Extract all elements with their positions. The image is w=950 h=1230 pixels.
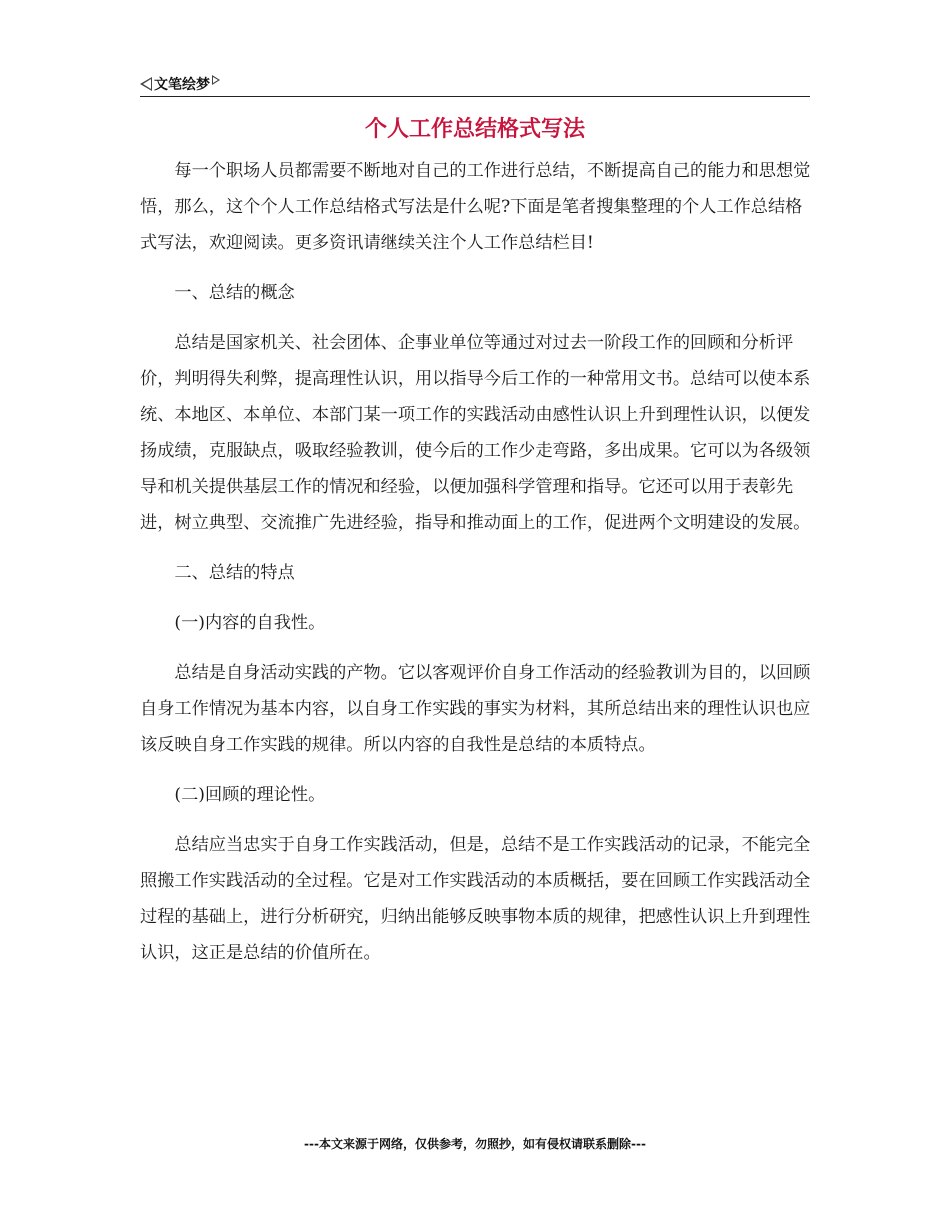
document-title: 个人工作总结格式写法	[364, 117, 585, 142]
self-paragraph: 总结是自身活动实践的产物。它以客观评价自身工作活动的经验教训为目的，以回顾自身工作情况为基本内容，以自身工作实践的事实为材料，其所总结出来的理性认识也应该反映自身工作实践的规律。所以内容的自我性是总结的本质特点。	[140, 663, 811, 755]
page-header	[140, 74, 810, 97]
theory-paragraph: 总结应当忠实于自身工作实践活动，但是，总结不是工作实践活动的记录，不能完全照搬工作实践活动的全过程。它是对工作实践活动的本质概括，要在回顾工作实践活动全过程的基础上，进行分析研究，归纳出能够反映事物本质的规律，把感性认识上升到理性认识，这正是总结的价值所在。	[140, 835, 811, 963]
brand-logo	[140, 74, 220, 94]
right-triangle-icon	[212, 75, 220, 85]
section-heading-concept: 一、总结的概念	[174, 283, 295, 303]
left-triangle-icon	[140, 77, 152, 91]
section-heading-features: 二、总结的特点	[174, 563, 295, 583]
brand-name: 文笔绘梦	[154, 77, 210, 93]
document-body	[140, 153, 816, 971]
footer-disclaimer: ---本文来源于网络，仅供参考，勿照抄，如有侵权请联系删除---	[304, 1137, 646, 1151]
subheading-theory: (二)回顾的理论性。	[174, 785, 326, 805]
concept-paragraph: 总结是国家机关、社会团体、企事业单位等通过对过去一阶段工作的回顾和分析评价，判明得失利弊，提高理性认识，用以指导今后工作的一种常用文书。总结可以使本系统、本地区、本单位、本部门某一项工作的实践活动由感性认识上升到理性认识，以便发扬成绩，克服缺点，吸取经验教训，使今后的工作少走弯路，多出成果。它可以为各级领导和机关提供基层工作的情况和经验，以便加强科学管理和指导。它还可以用于表彰先进，树立典型、交流推广先进经验，指导和推动面上的工作，促进两个文明建设的发展。	[140, 333, 811, 533]
subheading-self: (一)内容的自我性。	[174, 613, 326, 633]
intro-paragraph: 每一个职场人员都需要不断地对自己的工作进行总结，不断提高自己的能力和思想觉悟，那么，这个个人工作总结格式写法是什么呢?下面是笔者搜集整理的个人工作总结格式写法，欢迎阅读。更多资讯请继续关注个人工作总结栏目!	[140, 161, 811, 253]
